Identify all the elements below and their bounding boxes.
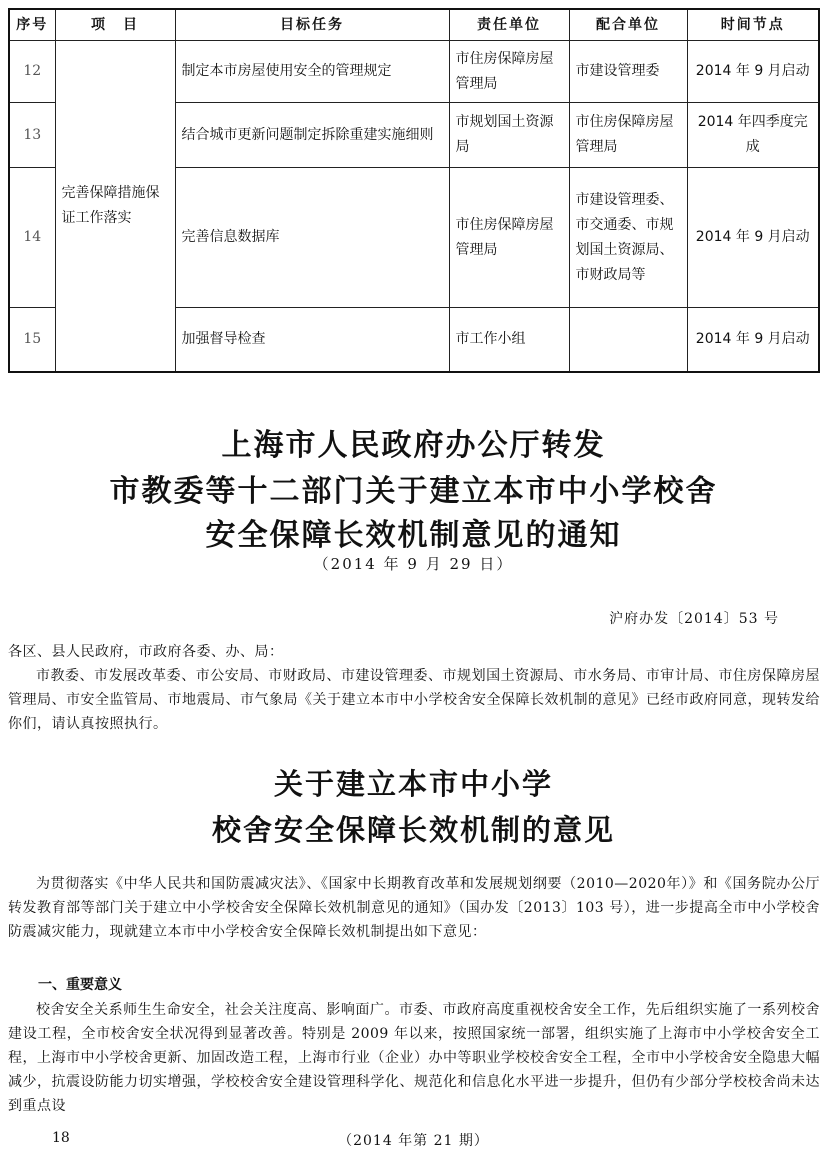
page-number: 18 [52,1130,70,1146]
section-1-body: 校舍安全关系师生生命安全，社会关注度高、影响面广。市委、市政府高度重视校舍安全工作，先后组织实施了一系列校舍建设工程，全市校舍安全状况得到显著改善。特别是 2009 年以来，按照国家统一部署，组织实施了上海市中小学校舍安全工程，上海市中小学校舍更新、加固改造工程，上海市行业（企业）办中等职业学校校舍安全工程，全市中小学校舍安全隐患大幅减少，抗震设防能力切实增强，学校校舍安全建设管理科学化、规范化和信息化水平进一步提升，但仍有少部分学校校舍尚未达到重点设 [8,1002,820,1114]
row-time: 2014 年 9 月启动 [687,41,819,103]
notice-title-line-2: 市教委等十二部门关于建立本市中小学校舍 [109,474,718,509]
header-time: 时间节点 [687,9,819,41]
row-cooperating: 市建设管理委、市交通委、市规划国土资源局、市财政局等 [569,168,687,308]
opinion-title-line-1: 关于建立本市中小学 [273,767,553,801]
notice-date: （2014 年 9 月 29 日） [313,555,514,573]
row-num: 12 [9,41,55,103]
row-task: 加强督导检查 [175,308,449,372]
document-number: 沪府办发〔2014〕53 号 [609,611,779,627]
task-table [8,8,820,373]
notice-addressee: 各区、县人民政府，市政府各委、办、局： [8,644,284,660]
row-time: 2014 年四季度完成 [687,103,819,168]
row-task: 结合城市更新问题制定拆除重建实施细则 [175,103,449,168]
row-task: 完善信息数据库 [175,168,449,308]
row-responsible: 市住房保障房屋管理局 [449,168,569,308]
row-cooperating [569,308,687,372]
header-cooperating: 配合单位 [569,9,687,41]
project-cell: 完善保障措施保证工作落实 [55,41,175,372]
row-num: 13 [9,103,55,168]
header-project: 项 目 [55,9,175,41]
row-num: 14 [9,168,55,308]
row-time: 2014 年 9 月启动 [687,168,819,308]
header-num: 序号 [9,9,55,41]
row-responsible: 市规划国土资源局 [449,103,569,168]
section-1-title: 一、重要意义 [38,977,122,993]
row-task: 制定本市房屋使用安全的管理规定 [175,41,449,103]
notice-title-line-1: 上海市人民政府办公厅转发 [221,428,606,463]
row-responsible: 市住房保障房屋管理局 [449,41,569,103]
opinion-intro: 为贯彻落实《中华人民共和国防震减灾法》、《国家中长期教育改革和发展规划纲要（2010—2020年）》和《国务院办公厅转发教育部等部门关于建立中小学校舍安全保障长效机制意见的通知》（国办发〔2013〕103 号），进一步提高全市中小学校舍防震减灾能力，现就建立本市中小学校舍安全保障长效机制提出如下意见： [8,876,820,940]
header-responsible: 责任单位 [449,9,569,41]
opinion-title-line-2: 校舍安全保障长效机制的意见 [211,813,615,847]
notice-title-line-3: 安全保障长效机制意见的通知 [205,518,622,553]
row-time: 2014 年 9 月启动 [687,308,819,372]
issue-label: （2014 年第 21 期） [338,1133,489,1149]
row-cooperating: 市住房保障房屋管理局 [569,103,687,168]
header-task: 目标任务 [175,9,449,41]
table-header-row [9,9,819,41]
notice-body: 市教委、市发展改革委、市公安局、市财政局、市建设管理委、市规划国土资源局、市水务局、市审计局、市住房保障房屋管理局、市安全监管局、市地震局、市气象局《关于建立本市中小学校舍安全保障长效机制的意见》已经市政府同意，现转发给你们，请认真按照执行。 [8,668,820,732]
row-num: 15 [9,308,55,372]
row-cooperating: 市建设管理委 [569,41,687,103]
row-responsible: 市工作小组 [449,308,569,372]
table-row [9,41,819,103]
